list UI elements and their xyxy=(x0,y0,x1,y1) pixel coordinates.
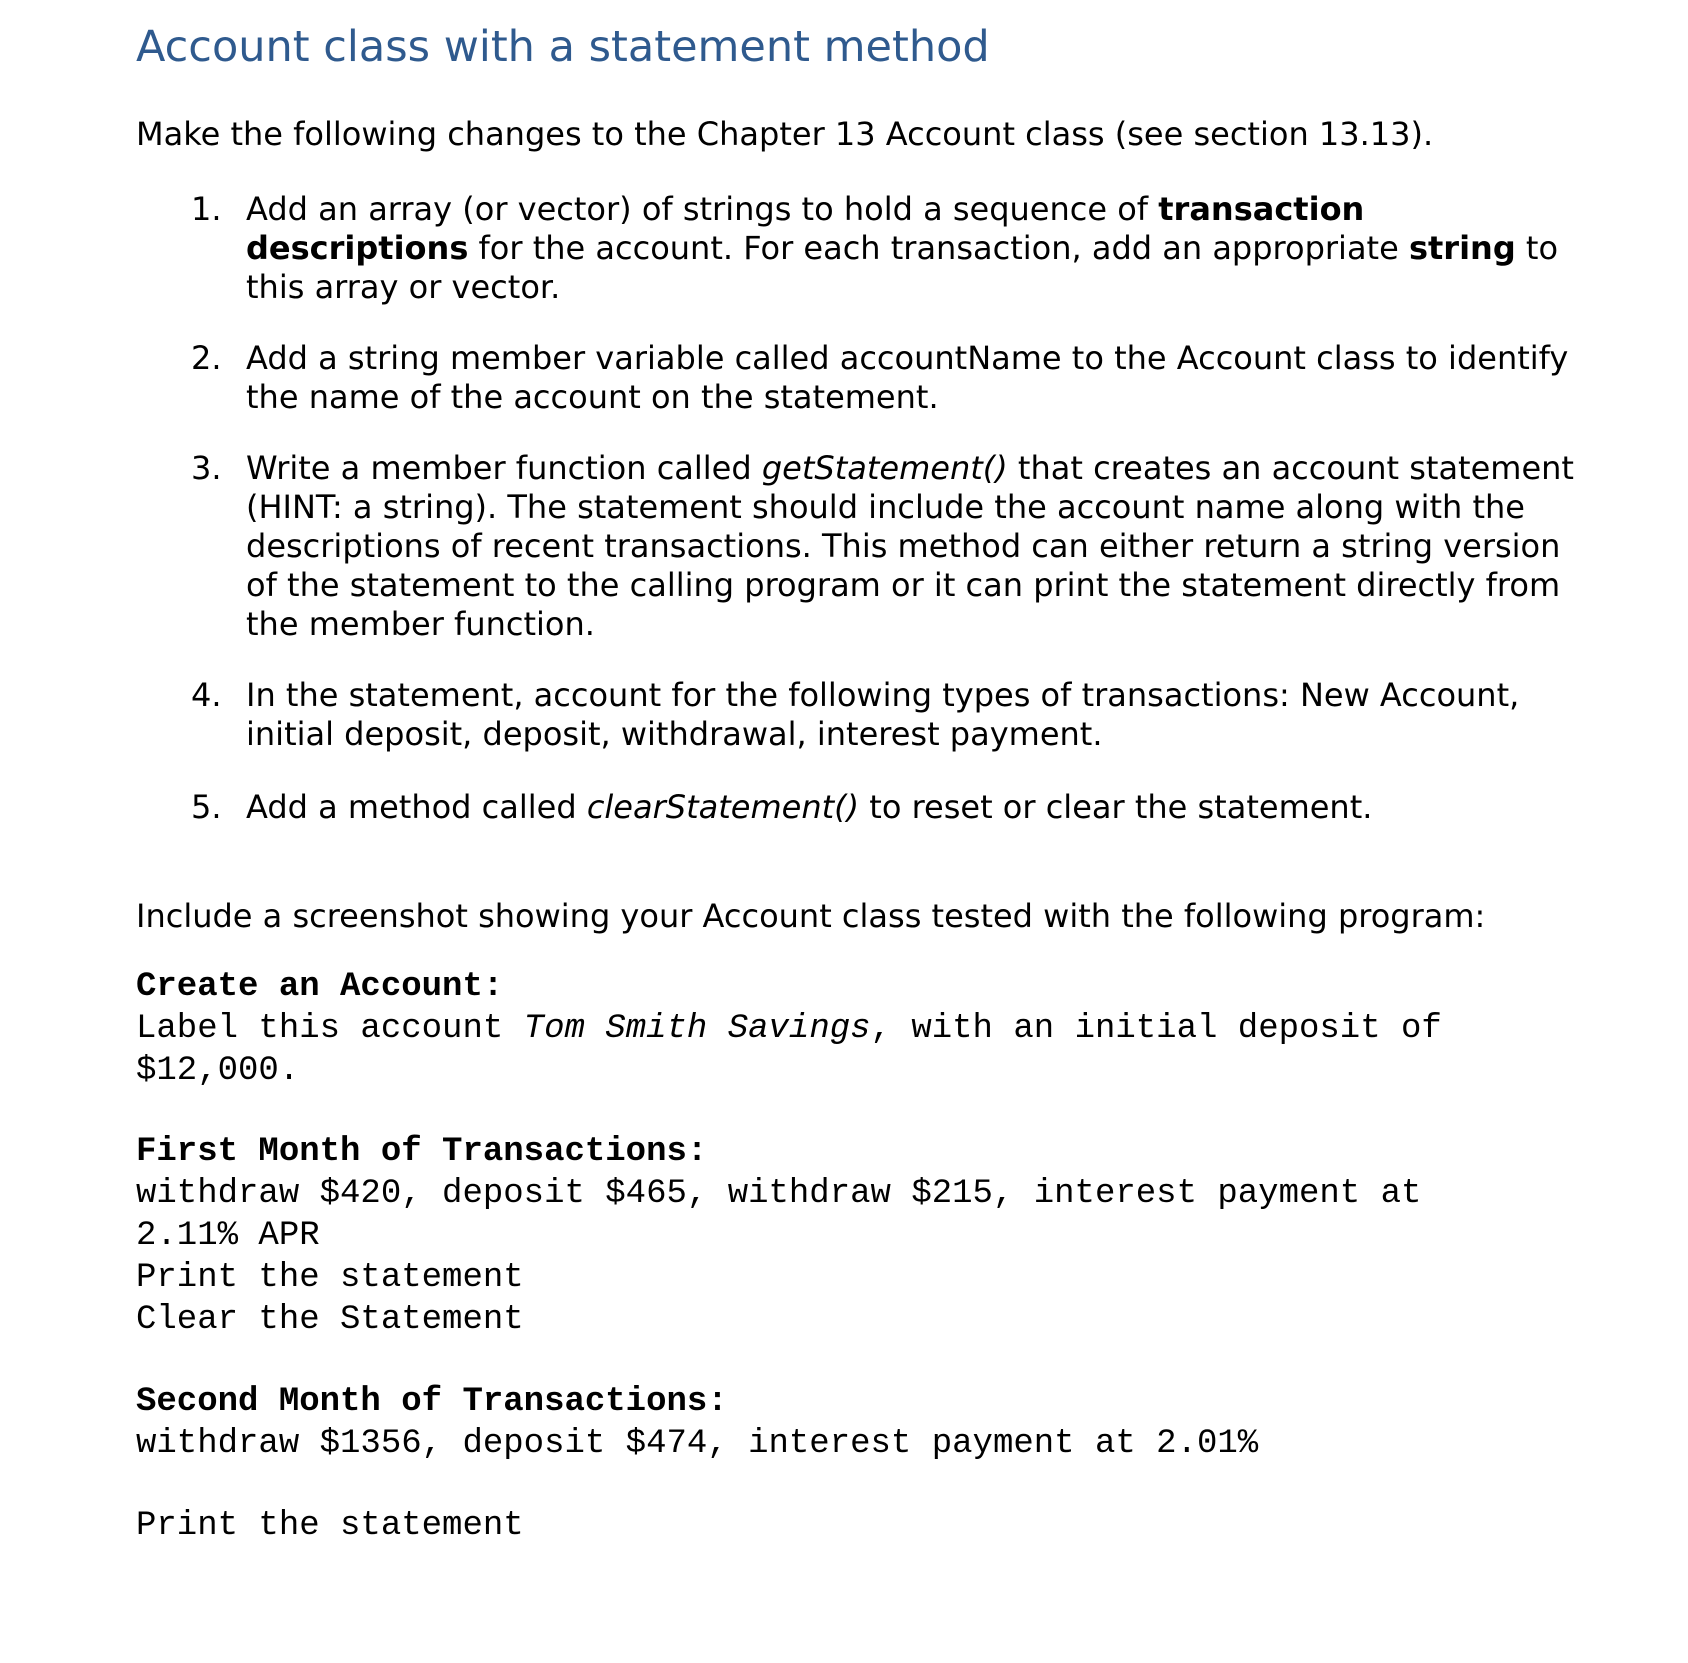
code-line: withdraw $1356, deposit $474, interest payment at 2.01% xyxy=(136,1425,1259,1463)
list-item-number: 2. xyxy=(191,339,222,377)
list-item-bold-text: string xyxy=(1408,229,1516,267)
task-list xyxy=(136,190,1576,827)
code-line: Clear the Statement xyxy=(136,1301,524,1339)
list-item-number: 5. xyxy=(191,788,222,826)
list-item-text: Add a string member variable called accountName to the Account class to identify the name of the account on the statement. xyxy=(246,339,1569,416)
list-item-text: In the statement, account for the following types of transactions: New Account, initial deposit, deposit, withdrawal, interest payment. xyxy=(246,676,1520,753)
list-item xyxy=(136,676,1576,754)
first-month-heading: First Month of Transactions: xyxy=(136,1133,708,1171)
code-line: withdraw $420, deposit $465, withdraw $215, interest payment at xyxy=(136,1175,1422,1213)
list-item-text: for the account. For each transaction, add an appropriate xyxy=(468,229,1409,267)
account-name-text: Tom Smith Savings xyxy=(523,1010,871,1048)
list-item-text: Add an array (or vector) of strings to hold a sequence of xyxy=(246,190,1159,228)
code-line: Print the statement xyxy=(136,1259,524,1297)
list-item xyxy=(136,339,1576,417)
list-item-text: that creates an account statement (HINT: a string). The statement should include the account name along with the descriptions of recent transactions. This method can either return a string version of the statement to the calling program or it can print the statement directly from the member function. xyxy=(246,449,1574,643)
list-item-italic-text: clearStatement() xyxy=(586,788,860,826)
code-line: Print the statement xyxy=(136,1507,524,1545)
list-item-italic-text: getStatement() xyxy=(761,449,1008,487)
code-line: 2.11% APR xyxy=(136,1217,320,1255)
create-account-line: $12,000. xyxy=(136,1052,300,1090)
list-item-text: Add a method called xyxy=(246,788,587,826)
intro-paragraph: Make the following changes to the Chapter 13 Account class (see section 13.13). xyxy=(136,115,1434,153)
list-item-text: to reset or clear the statement. xyxy=(859,788,1373,826)
create-account-block xyxy=(136,966,1442,1092)
list-item-number: 4. xyxy=(191,676,222,714)
list-item-number: 1. xyxy=(191,190,222,228)
list-item-number: 3. xyxy=(191,449,222,487)
list-item xyxy=(136,190,1576,307)
create-account-line xyxy=(136,1008,1442,1050)
list-item-text: to this array or vector. xyxy=(246,229,1559,306)
first-month-block xyxy=(136,1131,1421,1341)
code-text: , with an initial deposit of xyxy=(870,1010,1442,1048)
page-title: Account class with a statement method xyxy=(136,22,990,72)
second-month-heading: Second Month of Transactions: xyxy=(136,1383,728,1421)
list-item-bold-text: transaction descriptions xyxy=(246,190,1365,267)
second-month-block xyxy=(136,1381,1258,1547)
create-account-heading: Create an Account: xyxy=(136,968,504,1006)
list-item-text: Write a member function called xyxy=(246,449,762,487)
list-item xyxy=(136,788,1576,827)
code-text: Label this account xyxy=(136,1010,524,1048)
list-item xyxy=(136,449,1576,644)
include-paragraph: Include a screenshot showing your Account class tested with the following program: xyxy=(136,897,1486,935)
